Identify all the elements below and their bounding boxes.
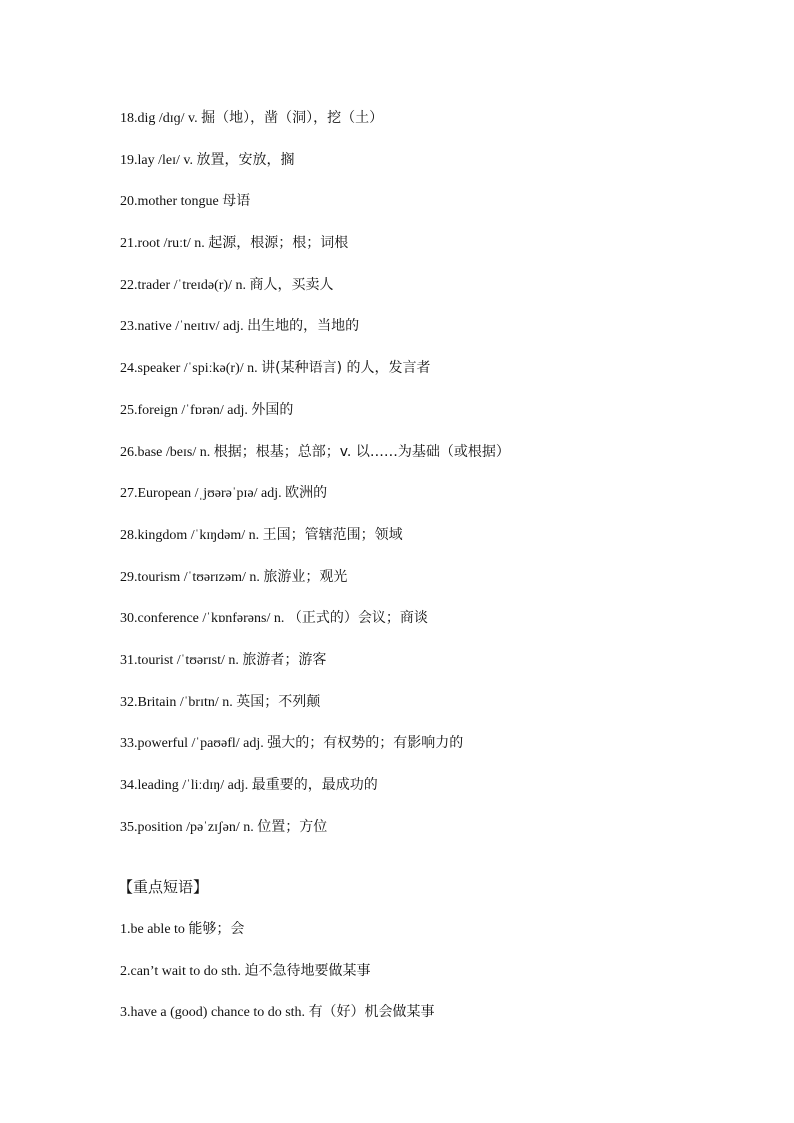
vocab-chinese: 英国；不列颠 xyxy=(236,693,321,710)
vocab-english: 23.native /ˈneɪtɪv/ adj. xyxy=(120,319,248,335)
phrase-chinese: 有（好）机会做某事 xyxy=(308,1004,435,1021)
vocab-english: 28.kingdom /ˈkɪŋdəm/ n. xyxy=(120,527,263,543)
vocab-english: 24.speaker /ˈspiːkə(r)/ n. xyxy=(120,361,262,377)
vocab-item xyxy=(120,691,510,733)
vocab-chinese: 母语 xyxy=(222,193,251,210)
phrase-item xyxy=(120,918,435,960)
vocab-chinese: 商人，买卖人 xyxy=(249,276,334,293)
phrase-item xyxy=(120,960,435,1002)
vocab-english: 19.lay /leɪ/ v. xyxy=(120,152,197,168)
vocab-english: 30.conference /ˈkɒnfərəns/ n. xyxy=(120,611,288,627)
vocab-chinese: 旅游业；观光 xyxy=(263,568,348,585)
vocab-chinese: 强大的；有权势的；有影响力的 xyxy=(267,735,464,752)
phrase-chinese: 能够；会 xyxy=(188,921,245,937)
vocab-english: 22.trader /ˈtreɪdə(r)/ n. xyxy=(120,277,250,293)
phrase-english: 2.can’t wait to do sth. xyxy=(120,963,245,979)
vocab-item xyxy=(120,441,510,483)
vocabulary-list xyxy=(120,107,510,857)
vocab-english: 18.dig /dɪɡ/ v. xyxy=(120,111,202,126)
vocab-item xyxy=(120,482,510,524)
vocab-english: 27.European /ˌjʊərəˈpɪə/ adj. xyxy=(120,486,286,502)
vocab-chinese: 最重要的，最成功的 xyxy=(251,777,378,793)
vocab-item xyxy=(120,816,510,858)
vocab-item xyxy=(120,524,510,566)
vocab-english: 33.powerful /ˈpaʊəfl/ adj. xyxy=(120,736,268,752)
vocab-chinese: （正式的）会议；商谈 xyxy=(287,610,428,627)
vocab-english: 34.leading /ˈliːdɪŋ/ adj. xyxy=(120,778,252,793)
vocab-item xyxy=(120,732,510,774)
vocab-chinese: 讲(某种语言) 的人，发言者 xyxy=(261,360,431,377)
phrase-item xyxy=(120,1001,435,1043)
section-heading: 【重点短语】 xyxy=(118,878,209,896)
vocab-english: 35.position /pəˈzɪʃən/ n. xyxy=(120,819,258,835)
vocab-item xyxy=(120,399,510,441)
phrase-list xyxy=(120,918,435,1043)
vocab-chinese: 掘（地），凿（洞），挖（土） xyxy=(201,110,384,126)
vocab-item xyxy=(120,149,510,191)
vocab-english: 20.mother tongue xyxy=(120,194,223,210)
vocab-item xyxy=(120,274,510,316)
vocab-item xyxy=(120,232,510,274)
vocab-item xyxy=(120,107,510,149)
vocab-chinese: 外国的 xyxy=(251,401,294,418)
vocab-item xyxy=(120,190,510,232)
vocab-english: 21.root /ruːt/ n. xyxy=(120,236,209,252)
phrase-chinese: 迫不急待地要做某事 xyxy=(244,962,371,979)
phrase-english: 3.have a (good) chance to do sth. xyxy=(120,1005,309,1021)
vocab-chinese: 出生地的，当地的 xyxy=(247,318,360,335)
vocab-english: 29.tourism /ˈtʊərɪzəm/ n. xyxy=(120,569,264,585)
vocab-chinese: 根据；根基；总部；v. 以……为基础（或根据） xyxy=(213,443,510,460)
vocab-english: 25.foreign /ˈfɒrən/ adj. xyxy=(120,402,252,418)
vocab-chinese: 起源，根源；根；词根 xyxy=(208,235,349,252)
vocab-chinese: 欧洲的 xyxy=(285,485,328,502)
vocab-item xyxy=(120,315,510,357)
vocab-item xyxy=(120,607,510,649)
phrase-english: 1.be able to xyxy=(120,922,189,937)
vocab-item xyxy=(120,357,510,399)
vocab-chinese: 放置，安放，搁 xyxy=(196,151,295,168)
vocab-english: 26.base /beɪs/ n. xyxy=(120,444,214,460)
vocab-item xyxy=(120,774,510,816)
vocab-chinese: 位置；方位 xyxy=(257,818,328,835)
vocab-item xyxy=(120,649,510,691)
vocab-english: 31.tourist /ˈtʊərɪst/ n. xyxy=(120,652,243,668)
vocab-chinese: 旅游者；游客 xyxy=(242,651,327,668)
vocab-english: 32.Britain /ˈbrɪtn/ n. xyxy=(120,694,237,710)
vocab-item xyxy=(120,566,510,608)
vocab-chinese: 王国；管辖范围；领域 xyxy=(262,526,403,543)
